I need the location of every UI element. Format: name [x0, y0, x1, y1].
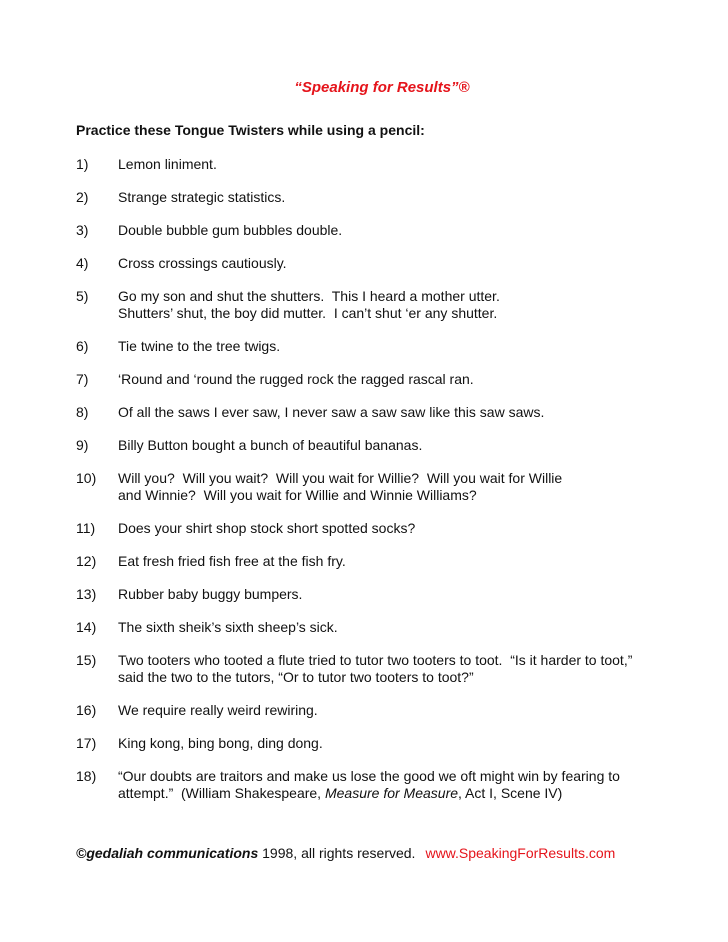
item-text: said the two to the tutors, “Or to tutor two tooters to toot?”: [118, 669, 474, 685]
item-number: 13): [76, 586, 97, 602]
item-text: Lemon liniment.: [118, 156, 217, 172]
copyright-footer: [76, 845, 615, 861]
tongue-twister-list: [76, 156, 676, 818]
item-text: Strange strategic statistics.: [118, 189, 286, 205]
list-item: [76, 553, 676, 570]
item-number: 8): [76, 404, 89, 420]
item-number: 15): [76, 652, 97, 668]
item-number: 3): [76, 222, 89, 238]
item-number: 11): [76, 520, 96, 536]
list-item: [76, 437, 676, 454]
item-number: 14): [76, 619, 97, 635]
item-number: 17): [76, 735, 97, 751]
brand-name: ©gedaliah communications: [76, 845, 259, 861]
page-title: “Speaking for Results”®: [294, 79, 470, 96]
item-text: Shutters’ shut, the boy did mutter. I can’t shut ‘er any shutter.: [118, 305, 498, 321]
item-number: 2): [76, 189, 89, 205]
list-item: [76, 338, 676, 355]
list-item: [76, 735, 676, 752]
item-text: Go my son and shut the shutters. This I heard a mother utter.: [118, 288, 500, 304]
play-title: Measure for Measure: [324, 785, 459, 801]
item-text: Tie twine to the tree twigs.: [118, 338, 281, 354]
item-text: Double bubble gum bubbles double.: [118, 222, 343, 238]
item-text: “Our doubts are traitors and make us lose the good we oft might win by fearing to: [118, 768, 620, 784]
item-number: 16): [76, 702, 97, 718]
list-item: [76, 371, 676, 388]
item-number: 12): [76, 553, 97, 569]
list-item: [76, 222, 676, 239]
item-text: Of all the saws I ever saw, I never saw a saw saw like this saw saws.: [118, 404, 545, 420]
item-number: 18): [76, 768, 97, 784]
item-text: The sixth sheik’s sixth sheep’s sick.: [118, 619, 338, 635]
item-text: We require really weird rewiring.: [118, 702, 318, 718]
list-item: [76, 768, 676, 802]
citation-text: , Act I, Scene IV): [458, 785, 563, 801]
item-text: Cross crossings cautiously.: [118, 255, 287, 271]
item-text: Billy Button bought a bunch of beautiful bananas.: [118, 437, 423, 453]
list-item: [76, 619, 676, 636]
item-number: 6): [76, 338, 89, 354]
list-item: [76, 652, 676, 686]
item-number: 10): [76, 470, 97, 486]
list-item: [76, 156, 676, 173]
item-text: King kong, bing bong, ding dong.: [118, 735, 323, 751]
intro-heading: Practice these Tongue Twisters while using a pencil:: [76, 122, 425, 138]
list-item: [76, 702, 676, 719]
rights-text: 1998, all rights reserved.: [258, 845, 416, 861]
item-text: Eat fresh fried fish free at the fish fry.: [118, 553, 346, 569]
item-text: and Winnie? Will you wait for Willie and Winnie Williams?: [118, 487, 477, 503]
item-text: Does your shirt shop stock short spotted socks?: [118, 520, 416, 536]
list-item: [76, 470, 676, 504]
list-item: [76, 586, 676, 603]
item-text: ‘Round and ‘round the rugged rock the ragged rascal ran.: [118, 371, 474, 387]
item-number: 5): [76, 288, 89, 304]
list-item: [76, 288, 676, 322]
quote-citation: [118, 785, 620, 802]
list-item: [76, 255, 676, 272]
item-number: 9): [76, 437, 89, 453]
list-item: [76, 404, 676, 421]
list-item: [76, 189, 676, 206]
item-number: 1): [76, 156, 89, 172]
item-text: Will you? Will you wait? Will you wait for Willie? Will you wait for Willie: [118, 470, 563, 486]
citation-text: attempt.” (William Shakespeare,: [118, 785, 325, 801]
item-number: 4): [76, 255, 89, 271]
item-text: Rubber baby buggy bumpers.: [118, 586, 303, 602]
item-number: 7): [76, 371, 89, 387]
list-item: [76, 520, 676, 537]
website-link[interactable]: www.SpeakingForResults.com: [425, 845, 616, 861]
item-text: Two tooters who tooted a flute tried to tutor two tooters to toot. “Is it harder to toot,”: [118, 652, 633, 668]
